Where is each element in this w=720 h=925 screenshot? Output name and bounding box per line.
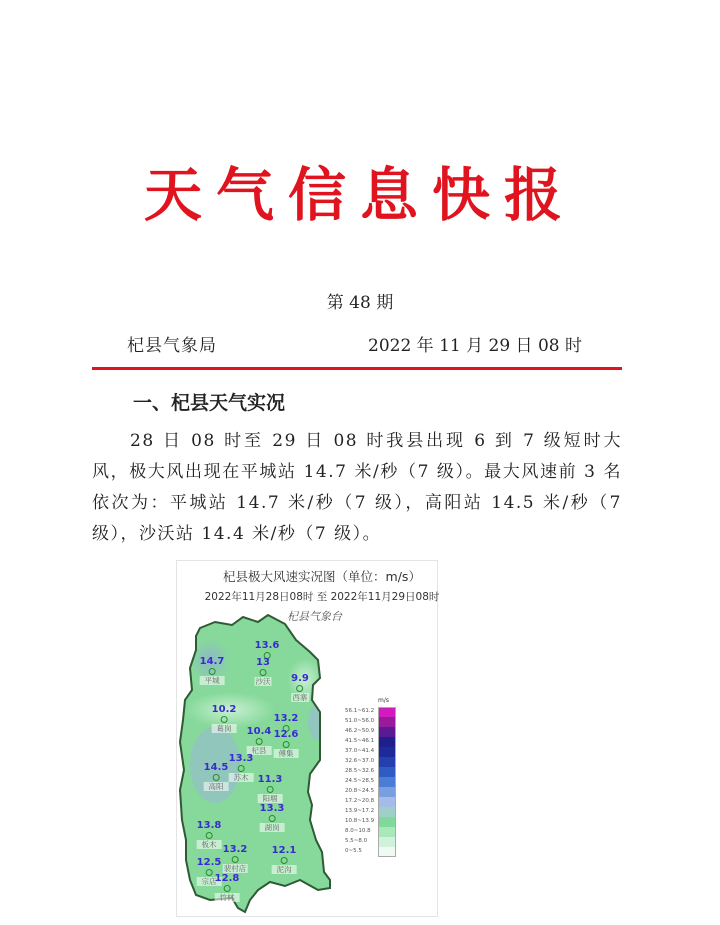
- legend-label: 10.8~13.9: [345, 818, 375, 824]
- legend-row: [345, 807, 405, 817]
- station-name: 西寨: [292, 693, 308, 702]
- legend-label: 46.2~50.9: [345, 728, 375, 734]
- station-dot-icon: [297, 685, 304, 692]
- legend-row: [345, 817, 405, 827]
- station-dot-icon: [260, 669, 267, 676]
- legend-row: [345, 777, 405, 787]
- station-value: 13.3: [259, 803, 285, 814]
- legend-swatch: [378, 747, 396, 757]
- station-marker: [204, 762, 229, 791]
- legend-swatch: [378, 847, 396, 857]
- station-value: 14.7: [199, 656, 225, 667]
- station-name: 傅集: [274, 749, 299, 758]
- station-marker: [215, 873, 240, 902]
- station-dot-icon: [224, 885, 231, 892]
- station-value: 13: [256, 657, 270, 668]
- station-name: 阳堌: [258, 794, 283, 803]
- legend-swatch: [378, 727, 396, 737]
- legend-row: [345, 847, 405, 857]
- station-marker: [200, 656, 225, 685]
- paragraph: 28 日 08 时至 29 日 08 时我县出现 6 到 7 级短时大风，极大风出现在平城站 14.7 米/秒（7 级）。最大风速前 3 名依次为：平城站 14.7 米/秒（7 级），高阳站 14.5 米/秒（7 级），沙沃站 14.4 米/秒（7 级）。: [92, 431, 622, 544]
- station-dot-icon: [209, 668, 216, 675]
- legend-row: [345, 727, 405, 737]
- legend-swatch: [378, 827, 396, 837]
- legend-label: 41.5~46.1: [345, 738, 375, 744]
- legend-swatch: [378, 787, 396, 797]
- station-dot-icon: [206, 869, 213, 876]
- station-marker: [274, 729, 299, 758]
- station-value: 10.4: [246, 726, 272, 737]
- legend-row: [345, 737, 405, 747]
- legend-swatch: [378, 737, 396, 747]
- station-name: 裴村店: [223, 864, 247, 873]
- legend-label: 32.6~37.0: [345, 758, 375, 764]
- station-marker: [229, 753, 254, 782]
- station-name: 湖岗: [260, 823, 285, 832]
- station-marker: [260, 803, 285, 832]
- legend-label: 37.0~41.4: [345, 748, 375, 754]
- station-value: 9.9: [291, 673, 309, 684]
- figure-subtitle: 2022年11月28日08时 至 2022年11月29日08时: [204, 591, 440, 603]
- station-dot-icon: [267, 786, 274, 793]
- station-value: 12.6: [273, 729, 299, 740]
- station-value: 12.1: [271, 845, 297, 856]
- legend-label: 56.1~61.2: [345, 708, 375, 714]
- legend-row: [345, 787, 405, 797]
- station-dot-icon: [283, 741, 290, 748]
- issuing-org: 杞县气象局: [127, 336, 217, 356]
- legend-label: 51.0~56.0: [345, 718, 375, 724]
- station-value: 11.3: [257, 774, 283, 785]
- station-value: 13.2: [273, 713, 299, 724]
- legend-label: 13.9~17.2: [345, 808, 375, 814]
- legend-label: 24.5~28.5: [345, 778, 375, 784]
- legend-swatch: [378, 837, 396, 847]
- station-dot-icon: [269, 815, 276, 822]
- section-title: 一、杞县天气实况: [133, 392, 286, 414]
- station-marker: [255, 657, 272, 686]
- legend-label: 17.2~20.8: [345, 798, 375, 804]
- station-dot-icon: [221, 716, 228, 723]
- color-legend: [345, 697, 405, 857]
- station-value: 13.2: [222, 844, 248, 855]
- station-name: 泥沟: [272, 865, 297, 874]
- station-value: 10.2: [211, 704, 237, 715]
- legend-row: [345, 757, 405, 767]
- legend-label: 5.5~8.0: [345, 838, 368, 844]
- station-name: 沙沃: [255, 677, 271, 686]
- legend-row: [345, 717, 405, 727]
- legend-swatch: [378, 817, 396, 827]
- masthead-title: 天气信息快报: [143, 161, 576, 229]
- legend-label: 0~5.5: [345, 848, 362, 854]
- station-name: 葛岗: [212, 724, 237, 733]
- station-name: 竹林: [215, 893, 240, 902]
- legend-row: [345, 797, 405, 807]
- legend-row: [345, 747, 405, 757]
- station-dot-icon: [232, 856, 239, 863]
- figure-source: 杞县气象台: [287, 610, 342, 623]
- station-marker: [291, 673, 309, 702]
- station-marker: [212, 704, 237, 733]
- station-name: 宗店: [197, 877, 222, 886]
- legend-label: 20.8~24.5: [345, 788, 375, 794]
- station-marker: [223, 844, 248, 873]
- station-dot-icon: [256, 738, 263, 745]
- legend-label: 8.0~10.8: [345, 828, 371, 834]
- legend-swatch: [378, 707, 396, 717]
- station-name: 板木: [197, 840, 222, 849]
- legend-label: 28.5~32.6: [345, 768, 375, 774]
- station-marker: [272, 845, 297, 874]
- station-marker: [258, 774, 283, 803]
- station-dot-icon: [281, 857, 288, 864]
- figure-title: 杞县极大风速实况图（单位：m/s）: [223, 569, 421, 584]
- issue-number: 第 48 期: [326, 293, 394, 313]
- station-value: 12.5: [196, 857, 222, 868]
- legend-swatch: [378, 767, 396, 777]
- station-marker: [247, 726, 272, 755]
- legend-row: [345, 707, 405, 717]
- station-dot-icon: [238, 765, 245, 772]
- station-marker: [197, 820, 222, 849]
- legend-swatch: [378, 717, 396, 727]
- legend-unit: m/s: [378, 697, 389, 704]
- issue-date: 2022 年 11 月 29 日 08 时: [368, 336, 582, 356]
- station-value: 13.6: [254, 640, 280, 651]
- legend-swatch: [378, 757, 396, 767]
- legend-row: [345, 827, 405, 837]
- station-value: 14.5: [203, 762, 229, 773]
- station-value: 12.8: [214, 873, 240, 884]
- station-dot-icon: [206, 832, 213, 839]
- station-dot-icon: [213, 774, 220, 781]
- legend-swatch: [378, 807, 396, 817]
- legend-row: [345, 837, 405, 847]
- legend-row: [345, 767, 405, 777]
- station-name: 平城: [200, 676, 225, 685]
- station-name: 高阳: [204, 782, 229, 791]
- station-name: 苏木: [229, 773, 254, 782]
- legend-swatch: [378, 797, 396, 807]
- station-name: 杞县: [247, 746, 272, 755]
- station-value: 13.3: [228, 753, 254, 764]
- station-value: 13.8: [196, 820, 222, 831]
- legend-swatch: [378, 777, 396, 787]
